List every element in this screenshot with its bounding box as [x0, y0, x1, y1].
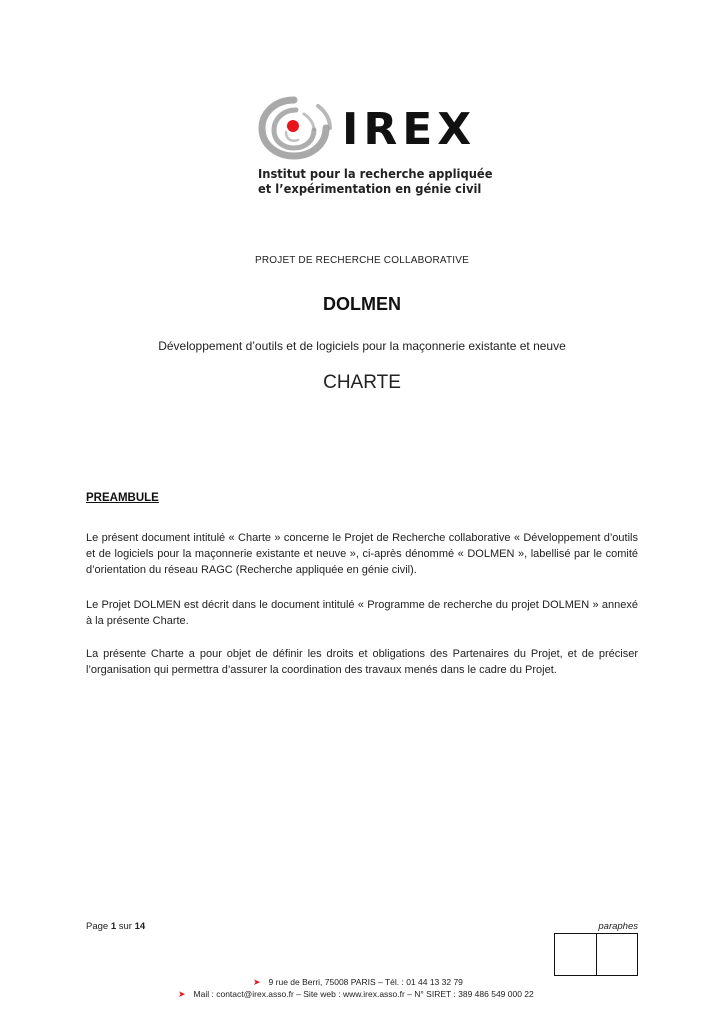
page-separator: sur [116, 921, 135, 932]
footer-contact [178, 989, 534, 1000]
project-subtitle: Développement d’outils et de logiciels pour la maçonnerie existante et neuve [158, 339, 566, 353]
contact-text: Mail : contact@irex.asso.fr – Site web : www.irex.asso.fr – N° SIRET : 389 486 549 000 22 [193, 989, 534, 999]
page-prefix: Page [86, 921, 111, 932]
paraphe-cell-1 [555, 934, 596, 975]
irex-logo [256, 88, 493, 198]
paragraph-3: La présente Charte a pour objet de définir les droits et obligations des Partenaires du Projet, et de préciser l’organisation qui permettra d’assurer la coordination des travaux menés dans le cadre du Projet. [86, 648, 638, 676]
page-number [86, 921, 145, 932]
paragraph-1: Le présent document intitulé « Charte » concerne le Projet de Recherche collaborative « Développement d’outils et de logiciels pour la maçonnerie existante et neuve », ci-après dénommé « DOLMEN », labellisé par le comité d’orientation du réseau RAGC (Recherche appliquée en génie civil). [86, 532, 638, 576]
red-arrow-bullet-icon: ➤ [178, 989, 186, 999]
page-current: 1 [110, 921, 117, 932]
project-name: DOLMEN [323, 294, 401, 314]
section-heading-preambule: PREAMBULE [86, 492, 159, 504]
address-text: 9 rue de Berri, 75008 PARIS – Tél. : 01 44 13 32 79 [268, 977, 463, 987]
document-title: CHARTE [323, 372, 401, 393]
red-arrow-bullet-icon: ➤ [253, 977, 261, 987]
paraphes-label: paraphes [598, 921, 638, 932]
paraphe-cell-2 [596, 934, 638, 975]
irex-wordmark: IREX [342, 104, 477, 155]
tagline-line-2: et l’expérimentation en génie civil [258, 181, 482, 196]
paragraph-2: Le Projet DOLMEN est décrit dans le document intitulé « Programme de recherche du projet DOLMEN » annexé à la présente Charte. [86, 599, 638, 627]
paraphes-box [554, 933, 638, 976]
tagline-line-1: Institut pour la recherche appliquée [258, 166, 493, 181]
page-total: 14 [134, 921, 146, 932]
footer-address [253, 977, 463, 988]
document-kicker: PROJET DE RECHERCHE COLLABORATIVE [254, 255, 470, 266]
irex-swirl-icon [256, 92, 334, 162]
irex-tagline [258, 166, 493, 196]
